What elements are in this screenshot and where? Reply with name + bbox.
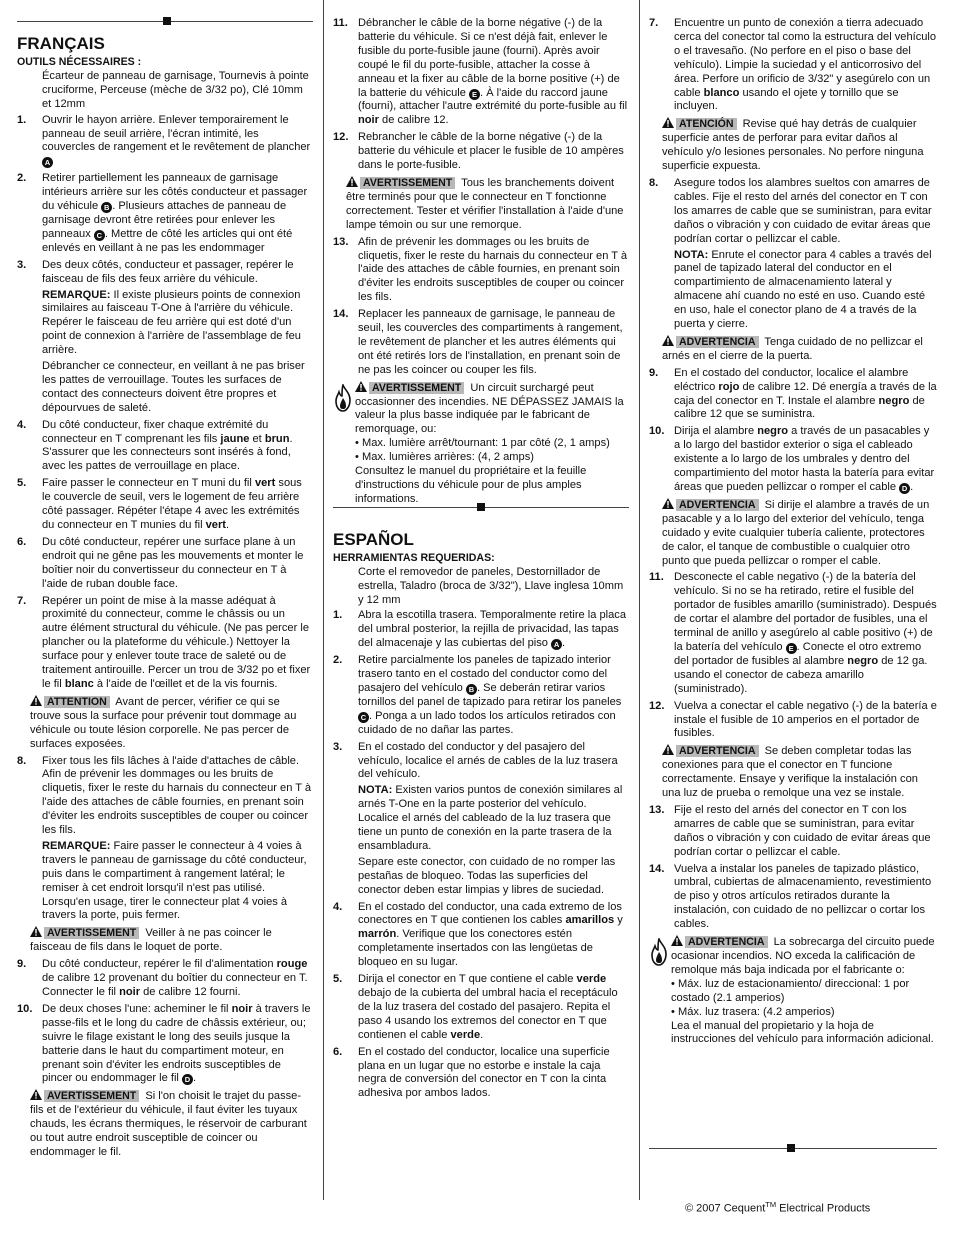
tools-text: Écarteur de panneau de garnisage, Tournevis à pointe cruciforme, Perceuse (mèche de 3/32 po), Clé 10mm et 12mm (42, 69, 309, 110)
spanish-column-2 (649, 0, 937, 1217)
warning-triangle-icon (30, 695, 42, 706)
paso-2: 2. Retire parcialmente los paneles de tapizado interior trasero tanto en el costado del conductor como del pasajero del vehículo B . Se deberán retirar varios tornillos del panel de tapizado para retirar los paneles C . Ponga a un lado todos los artículos retirados con cuidado de no dañar las partes. (333, 654, 622, 736)
paso-5: 5. Dirija el conector en T que contiene el cable verde debajo de la cubierta del umbral hacia el receptáculo de la luz trasera del costado del pasajero. Repita el paso 4 usando los extremos del conector en T que contienen el cable verde. (333, 973, 618, 1041)
callout-b-icon: B (466, 684, 477, 695)
column-divider-2 (639, 0, 640, 1200)
warning-triangle-icon (671, 935, 683, 946)
callout-a-icon: A (551, 639, 562, 650)
paso-8: 8. Asegure todos los alambres sueltos con amarres de cables. Fije el resto del arnés del conector en T con los amarres de cable que se suministran, para evitar daños o vibración y con cuidado de evitar áreas que podrían cortar o pellizcar el cable. NOTA: Enrute el conector para 4 cables a través del panel de tapizado lateral del conductor en el compartimiento de almacenamiento lateral y almacene ahí cuando no esté en uso. Cuando esté en uso, hale el conector plano de 4 a través de la puerta y cierre. (649, 177, 937, 332)
step-5: 5. Faire passer le connecteur en T muni du fil vert sous le couvercle de seuil, vers le logement de feu arrière côté passager. Répéter l'étape 4 avec les extrémités du connecteur en T munies du fil vert. (17, 477, 302, 531)
copyright-footer: © 2007 Cequent™ Electrical Products (685, 1200, 871, 1215)
paso-1: 1. Abra la escotilla trasera. Temporalmente retire la placa del umbral posterior, la rejilla de privacidad, las tapas del almacenaje y las cubiertas del piso A . (333, 609, 627, 650)
callout-c-icon: C (94, 230, 105, 241)
attention-warning: ATTENTION Avant de percer, vérifier ce qui se trouve sous la surface pour prévenir tout dommage au véhicule ou toute lésion corporelle. Ne pas percer de surfaces exposées. (30, 695, 297, 750)
french-title: FRANÇAIS (17, 34, 105, 53)
paso-13: 13. Fije el resto del arnés del conector en T con los amarres de cable que se suministran, para evitar daños o vibración y con cuidado de evitar áreas que podrían cortar o pellizcar el cable. (649, 803, 931, 858)
warning-triangle-icon (662, 744, 674, 755)
callout-c-icon: C (358, 712, 369, 723)
warning-triangle-icon (355, 381, 367, 392)
step-13: 13. Afin de prévenir les dommages ou les bruits de cliquetis, fixer le reste du harnais du connecteur en T à l'aide des attaches de câble fournies, en prenant soin d'éviter les endroits susceptibles de couper ou coincer les fils. (333, 235, 628, 304)
advertencia-badge: ADVERTENCIA (676, 745, 759, 757)
warning-triangle-icon (662, 335, 674, 346)
warning-badge: AVERTISSEMENT (360, 177, 455, 189)
warning-badge: AVERTISSEMENT (44, 1090, 139, 1102)
step-6: 6. Du côté conducteur, repérer une surface plane à un endroit qui ne gêne pas les mouvements et monter le boîtier noir du convertisseur du connecteur en T à l'aide de ruban double face. (17, 535, 304, 590)
step-10: 10. De deux choses l'une: acheminer le fil noir à travers le passe-fils et le long du cadre de châssis extérieur, ou; suivre le filage existant le long des seuils jusque la batterie dans le haut du compartiment moteur, en prenant soin d'éviter les endroits susceptibles de pincer ou endommager le fil D . (17, 1002, 311, 1085)
advertencia-badge: ADVERTENCIA (676, 499, 759, 511)
advertencia-badge: ADVERTENCIA (685, 936, 768, 948)
french-column-1 (17, 0, 313, 1217)
paso-12: 12. Vuelva a conectar el cable negativo (-) de la batería e instale el fusible de 10 amperios en el portador de fusibles. (649, 699, 937, 740)
tools-heading: OUTILS NÉCESSAIRES : (17, 56, 142, 68)
atencion-warning: ATENCIÓN Revise qué hay detrás de cualquier superficie antes de perforar para evitar daños al vehículo y/o lesiones personales. No perfore ninguna superficie expuesta. (662, 118, 924, 173)
step-12: 12. Rebrancher le câble de la borne négative (-) de la batterie du véhicule et placer le fusible de 10 ampères dans le porte-fusible. (333, 131, 624, 172)
paso-10: 10. Dirija el alambre negro a través de un pasacables y a lo largo del bastidor exterior o siga el cableado existente a lo largo de los umbrales y dentro del compartimiento del motor hasta la batería para evitar áreas que pueden pellizcar o romper el cable D . (649, 425, 935, 493)
remarque-note: REMARQUE: Il existe plusieurs points de connexion similaires au faisceau T-One à l'arrière du véhicule. Repérer le faisceau de feu arrière qui est doté d'un point de connexion à l'arrière de l'assemblage de feu arrière. (42, 288, 301, 357)
paso-11: 11. Desconecte el cable negativo (-) de la batería del vehículo. Si no se ha retirado, retire el fusible del portador de fusibles amarillo (suministrado). Después de cortar el alambre del portador de fusibles, una el terminal de anillo y asegúrelo al cable positivo (+) de la batería del vehículo E . Conecte el otro extremo del portador de fusibles al alambre negro de 12 ga. usando el conector de cabeza amarillo (suministrado). (649, 571, 937, 695)
step-14: 14. Replacer les panneaux de garnisage, le panneau de seuil, les couvercles des compartiments à rangement, le revêtement de plancher et les autres éléments qui ont été retirés lors de l'installation, en prenant soin de ne pas les coincer ou couper les fils. (333, 308, 623, 376)
warning-badge: AVERTISSEMENT (369, 382, 464, 394)
column-divider-1 (323, 0, 324, 1200)
fire-icon (649, 938, 669, 966)
callout-d-icon: D (899, 483, 910, 494)
warning-8: AVERTISSEMENT Veiller à ne pas coincer le faisceau de fils dans le loquet de porte. (30, 927, 272, 954)
atencion-badge: ATENCIÓN (676, 118, 737, 130)
step-3: 3. Des deux côtés, conducteur et passager, repérer le faisceau de fils des feux arrière du véhicule. REMARQUE: Il existe plusieurs points de connexion similaires au faisceau T-One à l'arrière du véhicule. Repérer le faisceau de feu arrière qui est doté d'un point de connexion à l'arrière de l'assemblage de feu arrière. Débrancher ce connecteur, en veillant à ne pas briser les pattes de verrouillage. Toutes les surfaces de contact des connecteurs doivent être propres et dépourvues de saleté. (17, 259, 313, 416)
callout-e-icon: E (786, 643, 797, 654)
paso-6: 6. En el costado del conductor, localice una superficie plana en un lugar que no estorbe e instale la caja negra de conversión del conector en T con la cinta adhesiva por ambos lados. (333, 1045, 610, 1100)
step-4: 4. Du côté conducteur, fixer chaque extrémité du connecteur en T comprenant les fils jaune et brun. S'assurer que les connecteurs sont insérés à fond, avec les pattes de verrouillage en place. (17, 418, 293, 473)
paso-9: 9. En el costado del conductor, localice el alambre eléctrico rojo de calibre 12. Dé energía a través de la caja del conector en T. Instale el alambre negro de calibre 12 que se suministra. (649, 366, 937, 421)
fire-warning: AVERTISSEMENT Un circuit surchargé peut occasionner des incendies. NE DÉPASSEZ JAMAIS la valeur la plus basse indiquée par le fabricant de remorquage, ou: • Max. lumière arrêt/tournant: 1 par côté (2, 1 amps) • Max. lumières arrières: (4, 2 amps) Consultez le manuel du propriétaire et la feuille d'instructions du véhicule pour de plus amples informations. (333, 381, 629, 507)
warning-triangle-icon (30, 1089, 42, 1100)
step-11: 11. Débrancher le câble de la borne négative (-) de la batterie du véhicule. Si ce n'est déjà fait, enlever le fusible du porte-fusible jaune (fourni). Après avoir coupé le fil du porte-fusible, attacher la cosse à anneau et la fixer au câble de la borne positive (+) de la batterie du véhicule E . À l'aide du raccord jaune (fourni), attacher l'autre extrémité du porte-fusible au fil noir de calibre 12. (333, 17, 628, 127)
attention-badge: ATTENTION (44, 696, 110, 708)
callout-d-icon: D (182, 1074, 193, 1085)
nota-note: NOTA: Existen varios puntos de conexión similares al arnés T-One en la parte posterior del vehículo. Localice el arnés del cableado de la luz trasera que tiene un punto de conexión en la parte trasera de la ensambladura. (358, 784, 623, 852)
paso-7: 7. Encuentre un punto de conexión a tierra adecuado cerca del conector tal como la estructura del vehículo o el travesaño. (No perfore en el piso o base del vehículo). Limpie la suciedad y el anticorrosivo del área. Perfore un orificio de 3/32" y asegúrelo con un cable blanco usando el ojete y tornillo que se incluyen. (649, 17, 937, 113)
warning-triangle-icon (662, 117, 674, 128)
step-8: 8. Fixer tous les fils lâches à l'aide d'attaches de câble. Afin de prévenir les dommages ou les bruits de cliquetis, fixer le reste du harnais du connecteur en T à l'aide des attaches de câble fournies, en prenant soin d'éviter les endroits susceptibles de couper ou coincer les fils. REMARQUE: Faire passer le connecteur à 4 voies à travers le panneau de garnissage du côté conducteur, puis dans le compartiment à rangement latéral; le remiser à cet endroit lorsqu'il n'est pas utilisé. Lorsqu'en usage, tirer le connecteur plat 4 voies à travers la porte, puis fermer. (17, 754, 312, 922)
paso-3: 3. En el costado del conductor y del pasajero del vehículo, localice el arnés de cables de la luz trasera del vehículo. NOTA: Existen varios puntos de conexión similares al arnés T-One en la parte posterior del vehículo. Localice el arnés del cableado de la luz trasera que tiene un punto de conexión en la parte trasera de la ensambladura. Separe este conector, con cuidado de no romper las pestañas de bloqueo. Todas las superficies del conector deben estar limpias y libres de suciedad. (333, 741, 629, 898)
warning-12: AVERTISSEMENT Tous les branchements doivent être terminés pour que le connecteur en T fonctionne correctement. Tester et vérifier l'installation à l'aide d'une lampe témoin ou sur une remorque. (346, 176, 624, 231)
step-7: 7. Repérer un point de mise à la masse adéquat à proximité du connecteur, comme le châssis ou un autre élément structural du véhicule. (Ne pas percer le plancher ou la plateforme du véhicule.) Nettoyer la surface pour y enlever toute trace de saleté ou de traitement antirouille. Percer un trou de 3/32 po et fixer le fil blanc à l'aide de l'œillet et de la vis fournis. (17, 594, 311, 690)
callout-a-icon: A (42, 157, 53, 168)
step-1: 1. Ouvrir le hayon arrière. Enlever temporairement le panneau de seuil arrière, l'écran intimité, les couvercles de rangement et le revêtement de plancher A (17, 113, 311, 168)
advertencia-10: ADVERTENCIA Si dirije el alambre a través de un pasacable y a lo largo del exterior del vehículo, tenga cuidado y evite cualquier tubería caliente, protectores de calor, el tanque de combustible o cualquier otro punto que pueda pellizcar o romper el cable. (662, 498, 930, 567)
nota-note: NOTA: Enrute el conector para 4 cables a través del panel de tapizado lateral del conductor en el compartimiento de almacenamiento lateral y almacene ahí cuando no esté en uso. Cuando esté en uso, hale el conector plano de 4 a través de la puerta y cierre. (674, 248, 932, 331)
paso-14: 14. Vuelva a instalar los paneles de tapizado plástico, umbral, cubiertas de almacenamiento, revestimiento de piso y otros artículos retirados durante la instalación, con cuidado de no pellizcar o cortar los cables. (649, 862, 932, 931)
warning-10: AVERTISSEMENT Si l'on choisit le trajet du passe-fils et de l'extérieur du véhicule, il faut éviter les tuyaux chauds, les écrans thermiques, le réservoir de carburant ou tout autre endroit susceptible de coincer ou endommager le fil. (30, 1090, 307, 1158)
tools-text: Corte el removedor de paneles, Destornillador de estrella, Taladro (broca de 3/32"), Llave inglesa 10mm y 12 mm (358, 565, 624, 606)
callout-b-icon: B (101, 202, 112, 213)
advertencia-12: ADVERTENCIA Se deben completar todas las conexiones para que el conector en T funcione correctamente. Ensaye y verifique la instalación con una luz de prueba o remolque una vez se instale. (662, 745, 918, 800)
fire-warning: ADVERTENCIA La sobrecarga del circuito puede ocasionar incendios. NO exceda la calificación de remolque más baja indicada por el fabricante o: • Máx. luz de estacionamiento/ direccional: 1 por costado (2.1 amperios) • Máx. luz trasera: (4.2 amperios) Lea el manual del propietario y la hoja de instrucciones del vehículo para información adicional. (649, 935, 937, 1047)
warning-badge: AVERTISSEMENT (44, 927, 139, 939)
advertencia-badge: ADVERTENCIA (676, 336, 759, 348)
paso-4: 4. En el costado del conductor, una cada extremo de los conectores en T que contienen los cables amarillos y marrón. Verifique que los conectores estén completamente insertados con las lengüetas de bloqueo en su lugar. (333, 900, 623, 969)
fire-icon (333, 384, 353, 412)
warning-triangle-icon (346, 176, 358, 187)
remarque-note: REMARQUE: Faire passer le connecteur à 4 voies à travers le panneau de garnissage du côté conducteur, puis dans le compartiment à rangement latéral; le remiser à cet endroit lorsqu'il n'est pas utilisé. Lorsqu'en usage, tirer le connecteur plat 4 voies à travers la porte, puis fermer. (42, 839, 307, 922)
spanish-title: ESPAÑOL (333, 529, 414, 549)
advertencia-8: ADVERTENCIA Tenga cuidado de no pellizcar el arnés en el cierre de la puerta. (662, 335, 923, 362)
warning-triangle-icon (30, 926, 42, 937)
middle-column (333, 0, 629, 1217)
step-9: 9. Du côté conducteur, repérer le fil d'alimentation rouge de calibre 12 provenant du boîtier du connecteur en T. Connecter le fil noir de calibre 12 fourni. (17, 958, 308, 998)
step-number: 1. (17, 113, 27, 126)
callout-e-icon: E (469, 89, 480, 100)
tools-heading: HERRAMIENTAS REQUERIDAS: (333, 551, 495, 564)
step-2: 2. Retirer partiellement les panneaux de garnisage intérieurs arrière sur les côtés conducteur et passager du véhicule B . Plusieurs attaches de panneau de garnisage devront être retirées pour enlever les panneaux C . Mettre de côté les articles qui ont été enlevés en veillant à ne pas les endommager (17, 172, 308, 254)
warning-triangle-icon (662, 498, 674, 509)
